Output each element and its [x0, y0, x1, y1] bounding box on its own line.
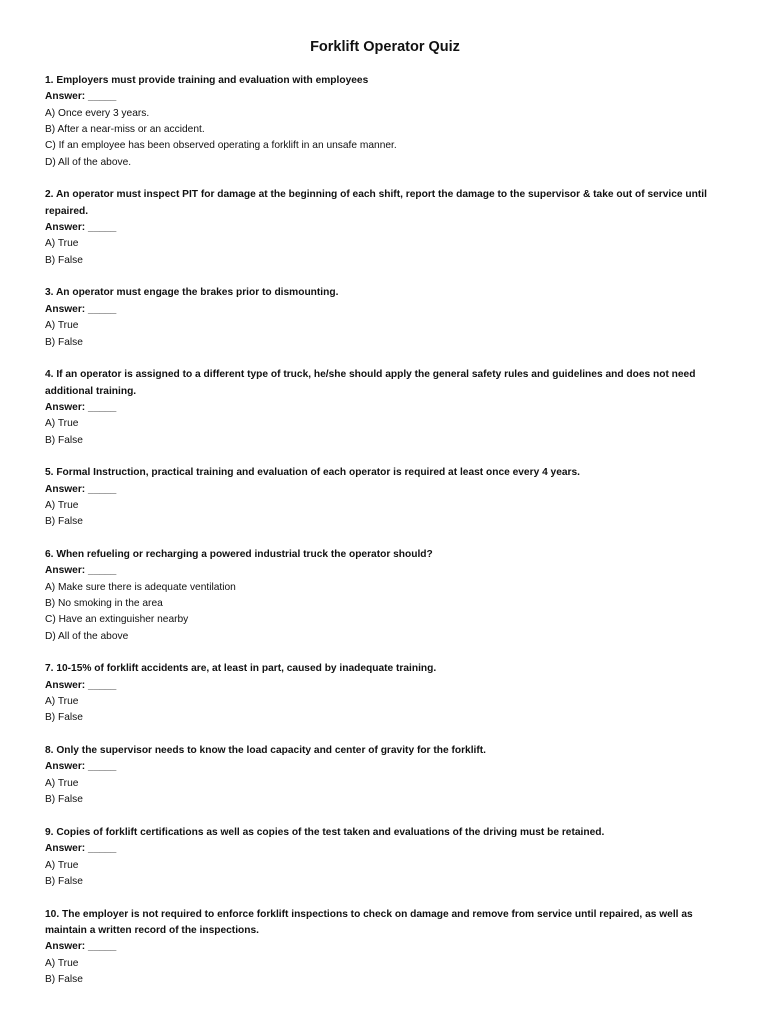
spacer — [45, 269, 730, 285]
question-4 — [45, 367, 730, 449]
spacer — [45, 808, 730, 824]
option-b: B) False — [45, 875, 83, 887]
question-1 — [45, 73, 730, 171]
question-text: 9. Copies of forklift certifications as well as copies of the test taken and evaluations of the driving must be retained. — [45, 826, 605, 838]
spacer — [45, 351, 730, 367]
spacer — [45, 727, 730, 743]
option-b: B) False — [45, 516, 83, 528]
question-text: 2. An operator must inspect PIT for damage at the beginning of each shift, report the damage to the supervisor & take out of service until repaired. — [45, 189, 707, 217]
option-b: B) False — [45, 254, 83, 266]
option-b: B) No smoking in the area — [45, 598, 163, 609]
option-b: B) False — [45, 794, 83, 806]
question-text: 6. When refueling or recharging a powered industrial truck the operator should? — [45, 548, 433, 560]
question-10 — [45, 907, 730, 989]
spacer — [45, 645, 730, 661]
answer-blank: Answer: _____ — [45, 941, 117, 953]
option-c: C) Have an extinguisher nearby — [45, 614, 189, 626]
option-a: A) True — [45, 957, 79, 969]
question-3 — [45, 285, 730, 350]
question-8 — [45, 743, 730, 808]
question-text: 7. 10-15% of forklift accidents are, at least in part, caused by inadequate training. — [45, 663, 437, 675]
question-text: 3. An operator must engage the brakes prior to dismounting. — [45, 287, 339, 299]
answer-blank: Answer: _____ — [45, 761, 117, 773]
spacer — [45, 449, 730, 465]
question-2 — [45, 187, 730, 269]
answer-blank: Answer: _____ — [45, 401, 117, 413]
question-text: 4. If an operator is assigned to a different type of truck, he/she should apply the general safety rules and guidelines and does not need additional training. — [45, 369, 696, 397]
spacer — [45, 531, 730, 547]
option-d: D) All of the above. — [45, 156, 132, 168]
option-b: B) False — [45, 336, 83, 348]
question-9 — [45, 825, 730, 890]
option-a: A) Once every 3 years. — [45, 107, 150, 119]
option-a: A) True — [45, 859, 79, 871]
option-d: D) All of the above — [45, 630, 129, 642]
option-b: B) False — [45, 712, 83, 724]
question-5 — [45, 465, 730, 530]
answer-blank: Answer: _____ — [45, 679, 117, 691]
option-b: B) After a near-miss or an accident. — [45, 124, 205, 136]
option-a: A) True — [45, 320, 79, 332]
question-6 — [45, 547, 730, 645]
option-c: C) If an employee has been observed operating a forklift in an unsafe manner. — [45, 140, 397, 152]
question-text: 5. Formal Instruction, practical training and evaluation of each operator is required at least once every 4 years. — [45, 467, 581, 479]
question-text: 8. Only the supervisor needs to know the load capacity and center of gravity for the forklift. — [45, 745, 486, 757]
answer-blank: Answer: _____ — [45, 303, 117, 315]
option-b: B) False — [45, 973, 83, 985]
option-a: A) True — [45, 418, 79, 430]
option-a: A) True — [45, 499, 79, 511]
question-7 — [45, 661, 730, 726]
option-a: A) True — [45, 238, 79, 250]
spacer — [45, 171, 730, 187]
option-b: B) False — [45, 434, 83, 446]
answer-blank: Answer: _____ — [45, 91, 117, 103]
option-a: A) Make sure there is adequate ventilation — [45, 581, 236, 593]
spacer — [45, 890, 730, 906]
answer-blank: Answer: _____ — [45, 483, 117, 495]
question-text: 10. The employer is not required to enforce forklift inspections to check on damage and remove from service until repaired, as well as maintain a written record of the inspections. — [45, 908, 693, 936]
answer-blank: Answer: _____ — [45, 565, 117, 577]
question-text: 1. Employers must provide training and evaluation with employees — [45, 75, 369, 86]
answer-blank: Answer: _____ — [45, 843, 117, 855]
answer-blank: Answer: _____ — [45, 222, 117, 234]
option-a: A) True — [45, 696, 79, 708]
quiz-body — [45, 73, 730, 988]
page-title: Forklift Operator Quiz — [310, 39, 460, 55]
option-a: A) True — [45, 777, 79, 789]
